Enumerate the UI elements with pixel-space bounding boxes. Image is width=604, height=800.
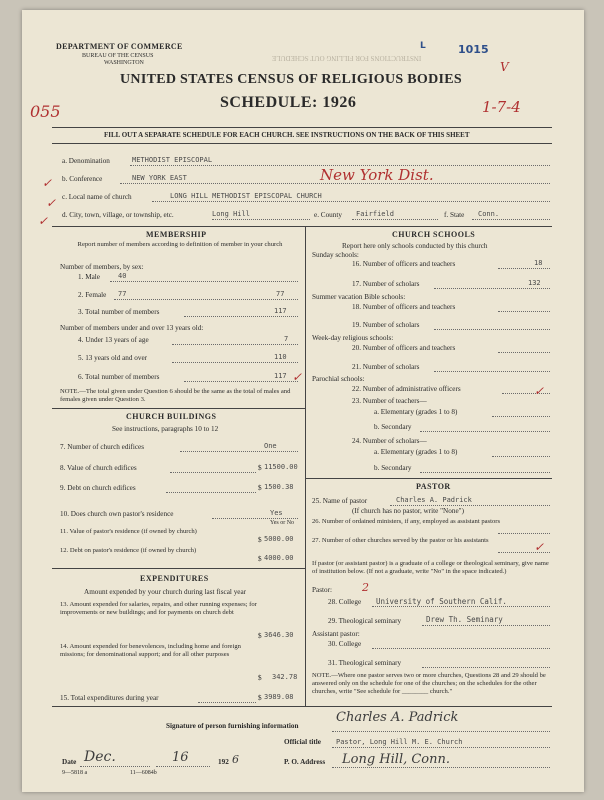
q17-label: 17. Number of scholars (352, 280, 420, 288)
field-line (332, 767, 550, 768)
field-line (166, 492, 256, 493)
signature-label: Signature of person furnishing information (166, 722, 299, 730)
field-line (372, 648, 550, 649)
city-label: WASHINGTON (104, 60, 144, 66)
rule (52, 408, 305, 409)
pastor-heading: PASTOR (416, 482, 451, 491)
q29-value[interactable]: Drew Th. Seminary (426, 615, 503, 624)
rule (52, 127, 552, 128)
denomination-label: a. Denomination (62, 157, 110, 165)
field-line (114, 299, 298, 300)
rule (52, 143, 552, 144)
q2-label: 2. Female (78, 291, 107, 299)
date-label: Date (62, 758, 77, 766)
buildings-heading: CHURCH BUILDINGS (126, 412, 217, 421)
dollar-sign: $ (258, 674, 262, 682)
rule (52, 226, 552, 227)
buildings-subheading: See instructions, paragraphs 10 to 12 (112, 425, 219, 433)
census-form (22, 10, 584, 792)
q3-label: 3. Total number of members (78, 308, 160, 316)
q12-value[interactable]: 4000.00 (264, 554, 294, 562)
field-line (198, 702, 256, 703)
field-line (420, 472, 550, 473)
q9-value[interactable]: 1500.38 (264, 483, 294, 491)
field-line (172, 362, 298, 363)
church-name-label: c. Local name of church (62, 193, 132, 201)
bleed-through-text: INSTRUCTIONS FOR FILLING OUT SCHEDULE (272, 54, 422, 62)
field-line (184, 316, 298, 317)
rule (305, 478, 552, 479)
check-mark: ✓ (38, 214, 49, 228)
field-line (492, 456, 550, 457)
q14-value[interactable]: 342.78 (272, 673, 298, 681)
field-line (434, 329, 550, 330)
field-line (110, 281, 298, 282)
dollar-sign: $ (258, 555, 262, 563)
q6-label: 6. Total number of members (78, 373, 160, 381)
field-line (156, 766, 210, 767)
field-line (498, 268, 550, 269)
field-line (332, 747, 550, 748)
conference-value[interactable]: NEW YORK EAST (132, 174, 187, 182)
check-mark: ✓ (46, 196, 57, 210)
q30-label: 30. College (328, 640, 362, 648)
membership-intro: Report number of members according to definition of member in your church (77, 241, 283, 248)
bureau-label: BUREAU OF THE CENSUS (82, 53, 154, 59)
denomination-value[interactable]: METHODIST EPISCOPAL (132, 156, 213, 164)
graduate-note: If pastor (or assistant pastor) is a graduate of a college or theological seminary, give name of institution below. (If not a graduate, write "No" in the space indicated.) (312, 560, 549, 575)
field-line (492, 416, 550, 417)
field-line (184, 381, 298, 382)
schools-heading: CHURCH SCHOOLS (392, 230, 476, 239)
q8-value[interactable]: 11500.00 (264, 463, 298, 471)
q12-label: 12. Debt on pastor's residence (if owned by church) (60, 547, 197, 554)
q8-label: 8. Value of church edifices (60, 464, 137, 472)
q4-label: 4. Under 13 years of age (78, 336, 149, 344)
membership-heading: MEMBERSHIP (146, 230, 207, 239)
dollar-sign: $ (258, 694, 262, 702)
field-line (212, 518, 298, 519)
yes-or-no-hint: Yes or No (270, 520, 295, 526)
weekday-schools: Week-day religious schools: (312, 334, 394, 342)
q16-value[interactable]: 18 (534, 259, 543, 267)
q27-label: 27. Number of other churches served by the pastor or his assistants (312, 537, 489, 544)
check-mark-v: V (500, 60, 509, 74)
q13-value[interactable]: 3646.30 (264, 631, 294, 639)
expenditures-heading: EXPENDITURES (140, 574, 209, 583)
date-year-digit[interactable]: 6 (232, 753, 239, 766)
assistant-sublabel: Assistant pastor: (312, 630, 360, 638)
red-code-right: 1-7-4 (482, 98, 521, 116)
state-label: f. State (444, 211, 465, 219)
q5-label: 5. 13 years old and over (78, 354, 148, 362)
q15-label: 15. Total expenditures during year (60, 694, 159, 702)
q2-value-left[interactable]: 77 (118, 290, 127, 298)
city-label: d. City, town, village, or township, etc. (62, 211, 174, 219)
q23-label: 23. Number of teachers— (352, 397, 427, 405)
q7-value[interactable]: One (264, 442, 277, 450)
field-line (372, 606, 550, 607)
dollar-sign: $ (258, 632, 262, 640)
date-month[interactable]: Dec. (84, 749, 116, 765)
address-label: P. O. Address (284, 758, 326, 766)
pastor-note: NOTE.—Where one pastor serves two or more churches, Questions 28 and 29 should be answered only on the schedule for one of the churches; on the schedules for the other churches, write "See schedule for ________ church." (312, 672, 546, 695)
field-line (170, 472, 256, 473)
q15-value[interactable]: 3989.08 (264, 693, 294, 701)
q14-label: 14. Amount expended for benevolences, including home and foreign missions; for denominational support; and for all other purposes (60, 643, 241, 658)
church-name-value[interactable]: LONG HILL METHODIST EPISCOPAL CHURCH (170, 192, 322, 200)
official-title-label: Official title (284, 738, 321, 746)
q5-value[interactable]: 110 (274, 353, 287, 361)
date-day[interactable]: 16 (172, 750, 189, 765)
field-line (422, 625, 550, 626)
mark-l: L (420, 41, 426, 51)
q24-label: 24. Number of scholars— (352, 437, 427, 445)
dollar-sign: $ (258, 484, 262, 492)
number-stamp: 1015 (458, 43, 489, 56)
print-number: 11—6084b (130, 770, 157, 776)
field-line (212, 219, 310, 220)
field-line (80, 766, 150, 767)
rule (52, 706, 552, 707)
q21-label: 21. Number of scholars (352, 363, 420, 371)
q24a-label: a. Elementary (grades 1 to 8) (374, 448, 458, 456)
dollar-sign: $ (258, 464, 262, 472)
q29-label: 29. Theological seminary (328, 617, 402, 625)
parochial-schools: Parochial schools: (312, 375, 365, 383)
state-value[interactable]: Conn. (478, 210, 500, 218)
members-by-sex: Number of members, by sex: (60, 263, 144, 271)
rule (52, 568, 305, 569)
age-intro: Number of members under and over 13 years old: (60, 324, 204, 332)
q9-label: 9. Debt on church edifices (60, 484, 136, 492)
vacation-schools: Summer vacation Bible schools: (312, 293, 406, 301)
q6-value[interactable]: 117 (274, 372, 287, 380)
q28-label: 28. College (328, 598, 362, 606)
county-label: e. County (314, 211, 342, 219)
q18-label: 18. Number of officers and teachers (352, 303, 456, 311)
q20-label: 20. Number of officers and teachers (352, 344, 456, 352)
q25-note: (If church has no pastor, write "None") (352, 507, 464, 515)
field-line (472, 219, 550, 220)
q23a-label: a. Elementary (grades 1 to 8) (374, 408, 458, 416)
form-title: UNITED STATES CENSUS OF RELIGIOUS BODIES (120, 72, 463, 87)
field-line (180, 451, 298, 452)
q25-label: 25. Name of pastor (312, 497, 368, 505)
field-line (498, 311, 550, 312)
check-mark: ✓ (534, 384, 545, 398)
q4-value[interactable]: 7 (284, 335, 289, 343)
q24b-label: b. Secondary (374, 464, 412, 472)
q16-label: 16. Number of officers and teachers (352, 260, 456, 268)
department-label: DEPARTMENT OF COMMERCE (56, 42, 183, 51)
conference-note: New York Dist. (320, 166, 434, 184)
q25-value[interactable]: Charles A. Padrick (396, 496, 472, 504)
county-value[interactable]: Fairfield (356, 210, 394, 218)
field-line (420, 431, 550, 432)
field-line (498, 533, 550, 534)
q23b-label: b. Secondary (374, 423, 412, 431)
date-year-prefix: 192 (218, 758, 229, 766)
field-line (434, 288, 550, 289)
q22-label: 22. Number of administrative officers (352, 385, 461, 393)
official-title-value[interactable]: Pastor, Long Hill M. E. Church (336, 738, 463, 746)
check-mark: ✓ (534, 540, 545, 554)
field-line (352, 219, 438, 220)
address-value[interactable]: Long Hill, Conn. (342, 752, 451, 767)
instructions-line: FILL OUT A SEPARATE SCHEDULE FOR EACH CHURCH. SEE INSTRUCTIONS ON THE BACK OF THIS SHEET (104, 131, 470, 139)
red-code-left: 055 (30, 102, 61, 121)
form-number: 9—5818 a (62, 770, 88, 776)
conference-label: b. Conference (62, 175, 103, 183)
field-line (172, 344, 298, 345)
city-value[interactable]: Long Hill (212, 210, 250, 218)
q3-value[interactable]: 117 (274, 307, 287, 315)
q10-value[interactable]: Yes (270, 509, 283, 517)
field-line (390, 505, 550, 506)
q2-value[interactable]: 77 (276, 290, 285, 298)
membership-note: NOTE.—The total given under Question 6 should be the same as the total of males and females given under Question 3. (60, 388, 291, 403)
signature-value[interactable]: Charles A. Padrick (336, 710, 459, 725)
dollar-sign: $ (258, 536, 262, 544)
schools-intro: Report here only schools conducted by this church (342, 242, 488, 250)
q11-value[interactable]: 5000.00 (264, 535, 294, 543)
pastor-sublabel: Pastor: (312, 586, 332, 594)
q31-label: 31. Theological seminary (328, 659, 402, 667)
expenditures-intro: Amount expended by your church during last fiscal year (84, 588, 247, 596)
sunday-schools: Sunday schools: (312, 251, 359, 259)
column-divider (305, 226, 306, 706)
red-mark: 2 (362, 581, 369, 594)
field-line (498, 352, 550, 353)
q13-label: 13. Amount expended for salaries, repairs, and other running expenses; for improvements or new buildings; and for payments on church debt (60, 601, 257, 616)
check-mark: ✓ (42, 176, 53, 190)
q19-label: 19. Number of scholars (352, 321, 420, 329)
q10-label: 10. Does church own pastor's residence (60, 510, 174, 518)
field-line (434, 371, 550, 372)
field-line (152, 201, 550, 202)
q17-value[interactable]: 132 (528, 279, 541, 287)
field-line (332, 731, 550, 732)
q28-value[interactable]: University of Southern Calif. (376, 597, 507, 606)
field-line (422, 667, 550, 668)
schedule-title: SCHEDULE: 1926 (220, 94, 357, 111)
q1-label: 1. Male (78, 273, 100, 281)
q26-label: 26. Number of ordained ministers, if any, employed as assistant pastors (312, 518, 501, 525)
q1-value[interactable]: 40 (118, 272, 127, 280)
q11-label: 11. Value of pastor's residence (if owned by church) (60, 528, 197, 535)
check-mark: ✓ (292, 370, 303, 384)
q7-label: 7. Number of church edifices (60, 443, 145, 451)
